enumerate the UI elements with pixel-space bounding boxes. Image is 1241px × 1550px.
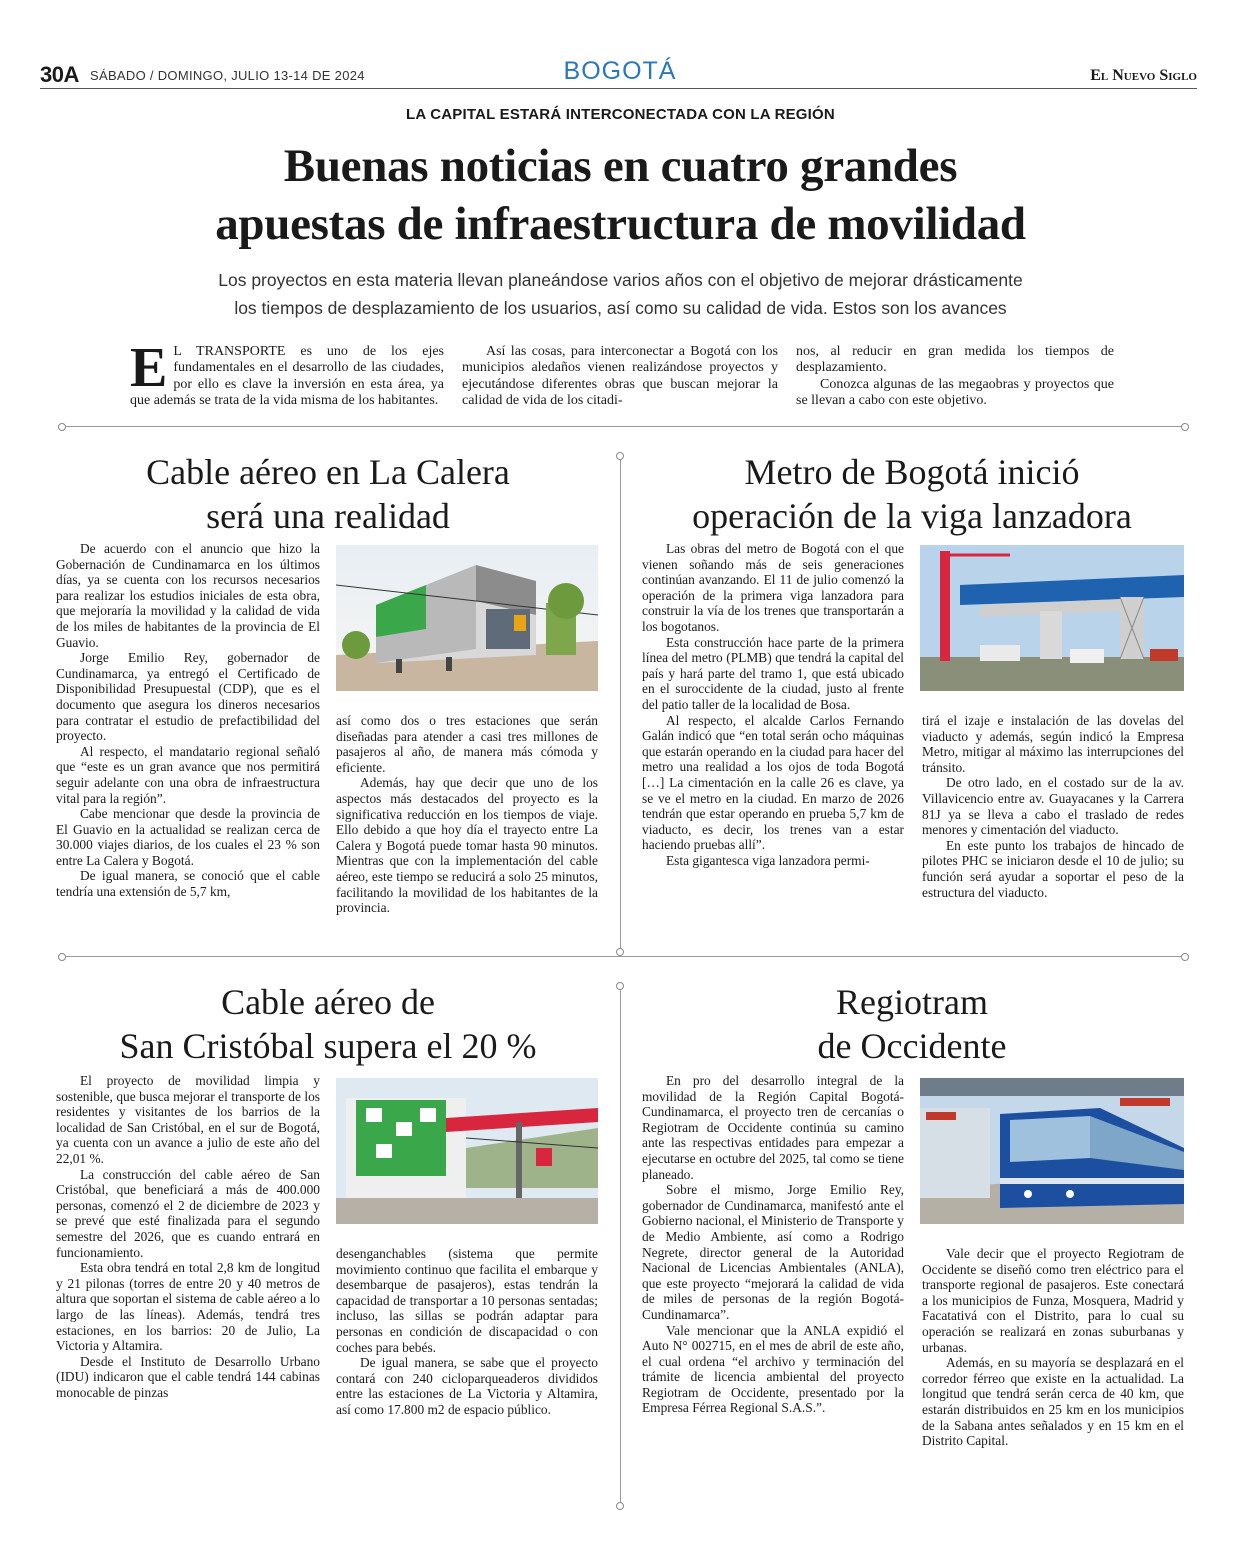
sancristobal-p2: La construcción del cable aéreo de San Cristóbal, que beneficiará a más de 400.000 personas, comenzó el 2 de diciembre de 2023 y se prevé que esté finalizada para el segundo semestre del 2026, que es cuando entrará en funcionamiento. [56, 1166, 320, 1260]
headline-line-1: Buenas noticias en cuatro grandes [283, 140, 958, 192]
calera-p6: así como dos o tres estaciones que serán diseñadas para atender a casi tres millones de pasajeros al año, de manera más cómoda y eficiente. [336, 713, 598, 775]
intro-column-2 [462, 344, 778, 409]
kicker: LA CAPITAL ESTARÁ INTERCONECTADA CON LA REGIÓN [406, 106, 835, 123]
sancristobal-p3: Esta obra tendrá en total 2,8 km de longitud y 21 pilonas (torres de entre 20 y 40 metros de altura que soportan el sistema de cable aéreo a lo largo de las líneas). Además, tendrá tres estaciones, en los barrios: 20 de Julio, La Victoria y Altamira. [56, 1260, 320, 1354]
sancristobal-column-2 [336, 1246, 598, 1418]
drop-cap: E [130, 337, 168, 399]
metro-p2: Esta construcción hace parte de la primera línea del metro (PLMB) que tendrá la capital del país y hará parte del tramo 1, que está ubicado en el suroccidente de la ciudad, justo al frente del patio taller de la localidad de Bosa. [642, 634, 904, 712]
sancristobal-p1: El proyecto de movilidad limpia y sostenible, que busca mejorar el transporte de los residentes y visitantes de los barrios de la localidad de San Cristóbal, en el sur de Bogotá, ya cuenta con un avance a julio de este año del 22,01 %. [56, 1073, 320, 1166]
calera-column-1 [56, 541, 320, 900]
intro-text-1: L TRANSPORTE es uno de los ejes fundamentales en el desarrollo de las ciudades, por ello es clave la inversión en esta área, ya que además se trata de la vida misma de los habitantes. [130, 344, 444, 408]
divider-top [66, 426, 1181, 427]
regiotram-p4: Vale decir que el proyecto Regiotram de Occidente se diseñó como tren eléctrico para el transporte regional de pasajeros. Este conectará a los municipios de Funza, Mosquera, Madrid y Facatativá con el Distrito, para lo cual su operación se realizará en zonas suburbanas y urbanas. [922, 1246, 1184, 1355]
regiotram-p1: En pro del desarrollo integral de la movilidad de la Región Capital Bogotá-Cundinamarca, el proyecto tren de cercanías o Regiotram de Occidente continúa su camino ante las respectivas entidades para empezar a ejecutarse en octubre del 2025, tal como se tiene planeado. [642, 1073, 904, 1182]
viaduct-gantry-illustration [920, 545, 1184, 691]
newspaper-logo: El Nuevo Siglo [1090, 67, 1197, 84]
deck-line-1: Los proyectos en esta materia llevan planeándose varios años con el objetivo de mejorar drásticamente [218, 270, 1023, 290]
regiotram-p3: Vale mencionar que la ANLA expidió el Auto N° 002715, en el mes de abril de este año, el cual ordena “el archivo y terminación del trámite de licencia ambiental del proyecto Regiotram de Occidente, presentado por la Empresa Férrea Regional S.A.S.”. [642, 1322, 904, 1416]
metro-column-1 [642, 541, 904, 868]
intro-text-2: Así las cosas, para interconectar a Bogotá con los municipios aledaños vienen realizándose proyectos y ejecutándose diferentes obras que buscan mejorar la calidad de vida de los citadi- [462, 344, 778, 408]
cable-station-illustration [336, 545, 598, 691]
divider-middle [66, 956, 1181, 957]
regiotram-title-1: Regiotram [836, 982, 988, 1022]
sancristobal-title-2: San Cristóbal supera el 20 % [119, 1026, 537, 1066]
metro-p4: Esta gigantesca viga lanzadora permi- [666, 852, 870, 868]
calera-column-2 [336, 713, 598, 916]
masthead-rule [40, 88, 1197, 89]
sancristobal-p5: desenganchables (sistema que permite movimiento continuo que facilita el embarque y desembarque de pasajeros), estas tendrán la capacidad de transportar a 10 personas sentadas; incluso, las sillas se podrán adaptar para personas en condición de discapacidad o con coches para bebés. [336, 1246, 598, 1355]
intro-text-3a: nos, al reducir en gran medida los tiempos de desplazamiento. [796, 344, 1114, 376]
regiotram-column-2 [922, 1246, 1184, 1449]
sancristobal-p6: De igual manera, se sabe que el proyecto contará con 240 cicloparqueaderos divididos entre las estaciones de La Victoria y Altamira, así como 17.800 m2 de espacio público. [336, 1355, 598, 1417]
calera-p3: Al respecto, el mandatario regional señaló que “este es un gran avance que nos permitirá seguir adelante con una obra de infraestructura vital para la región”. [56, 743, 320, 806]
deck-line-2: los tiempos de desplazamiento de los usuarios, así como su calidad de vida. Estos son los avances [234, 298, 1007, 318]
metro-title-2: operación de la viga lanzadora [692, 496, 1132, 536]
sancristobal-station-render-image [336, 1078, 598, 1224]
sancristobal-column-1 [56, 1073, 320, 1400]
intro-column-3 [796, 344, 1114, 409]
headline-line-2: apuestas de infraestructura de movilidad [215, 198, 1026, 250]
sancristobal-station-illustration [336, 1078, 598, 1224]
section-label: BOGOTÁ [563, 57, 677, 85]
metro-column-2 [922, 713, 1184, 900]
calera-station-render-image [336, 545, 598, 691]
calera-title-1: Cable aéreo en La Calera [146, 452, 510, 492]
calera-title-2: será una realidad [206, 496, 450, 536]
calera-p2: Jorge Emilio Rey, gobernador de Cundinamarca, ya entregó el Certificado de Disponibilidad Presupuestal (CDP), que es el documento que asegura los dineros necesarios para contratar el estudio de prefactibilidad del proyecto. [56, 650, 320, 744]
regiotram-train-illustration [920, 1078, 1184, 1224]
metro-p7: En este punto los trabajos de hincado de pilotes PHC se iniciaron desde el 10 de julio; su función será ayudar a soportar el peso de la estructura del viaducto. [922, 837, 1184, 900]
divider-vertical-bottom [620, 990, 621, 1502]
page-number: 30A [40, 62, 79, 87]
calera-p1: De acuerdo con el anuncio que hizo la Gobernación de Cundinamarca en los últimos días, ya se cuenta con los recursos necesarios para realizar los estudios iniciales de esta obra, que mejoraría la movilidad y la calidad de vida de los miles de habitantes de la provincia de El Guavio. [56, 541, 320, 650]
regiotram-column-1 [642, 1073, 904, 1416]
issue-date: SÁBADO / DOMINGO, JULIO 13-14 DE 2024 [90, 68, 365, 83]
calera-p5: De igual manera, se conoció que el cable tendría una extensión de 5,7 km, [56, 868, 320, 900]
metro-launching-gantry-image [920, 545, 1184, 691]
metro-p3: Al respecto, el alcalde Carlos Fernando Galán indicó que “en total serán ocho máquinas que estarán operando en la ciudad para hacer del metro una realidad a los ojos de toda Bogotá […] La cimentación en la calle 26 es clave, ya se ve el metro en la ciudad. En marzo de 2026 tendrán que estar operando en prueba 5,7 km de viaducto, es decir, los trenes van a estar haciendo pruebas allí”. [642, 712, 904, 853]
intro-column-1 [130, 337, 444, 409]
sancristobal-p4: Desde el Instituto de Desarrollo Urbano (IDU) indicaron que el cable tendrá 144 cabinas monocable de pinzas [56, 1353, 320, 1400]
divider-vertical-top [620, 460, 621, 948]
metro-p1: Las obras del metro de Bogotá con el que vienen soñando más de seis generaciones continúan avanzando. El 11 de julio comenzó la operación de la primera viga lanzadora para construir la vía de los trenes que transportarán a los bogotanos. [642, 541, 904, 634]
sancristobal-title-1: Cable aéreo de [221, 982, 435, 1022]
regiotram-p5: Además, en su mayoría se desplazará en el corredor férreo que existe en la actualidad. La longitud que tendrá serán cerca de 40 km, que estarán distribuidos en 25 km en los municipios de la Sabana antes señalados y en 15 km en el Distrito Capital. [922, 1355, 1184, 1449]
regiotram-p2: Sobre el mismo, Jorge Emilio Rey, gobernador de Cundinamarca, manifestó ante el Gobierno nacional, el Ministerio de Transporte y de Medio Ambiente, así como a Rodrigo Negrete, director general de la Autoridad Nacional de Licencias Ambientales (ANLA), que este proyecto “mejorará la calidad de vida de miles de personas de la región Bogotá-Cundinamarca”. [642, 1182, 904, 1322]
regiotram-train-render-image [920, 1078, 1184, 1224]
calera-p4: Cabe mencionar que desde la provincia de El Guavio en la actualidad se realizan cerca de 30.000 viajes diarios, de los cuales el 23 % son entre La Calera y Bogotá. [56, 806, 320, 868]
intro-text-3b: Conozca algunas de las megaobras y proyectos que se llevan a cabo con este objetivo. [796, 376, 1114, 408]
metro-p6: De otro lado, en el costado sur de la av. Villavicencio entre av. Guayacanes y la Carrera 81J ya se lleva a cabo el traslado de redes menores y cimentación del viaducto. [922, 775, 1184, 838]
metro-p5: tirá el izaje e instalación de las dovelas del viaducto y además, según indicó la Empresa Metro, mitigar al máximo las interrupciones del tránsito. [922, 713, 1184, 775]
calera-p7: Además, hay que decir que uno de los aspectos más destacados del proyecto es la significativa reducción en los tiempos de viaje. Ello debido a que hoy día el trayecto entre La Calera y Bogotá puede tomar hasta 90 minutos. Mientras que con la implementación del cable aéreo, este tiempo se reducirá a solo 25 minutos, facilitando la movilidad de los habitantes de la provincia. [336, 775, 598, 916]
metro-title-1: Metro de Bogotá inició [744, 452, 1080, 492]
regiotram-title-2: de Occidente [817, 1026, 1007, 1066]
